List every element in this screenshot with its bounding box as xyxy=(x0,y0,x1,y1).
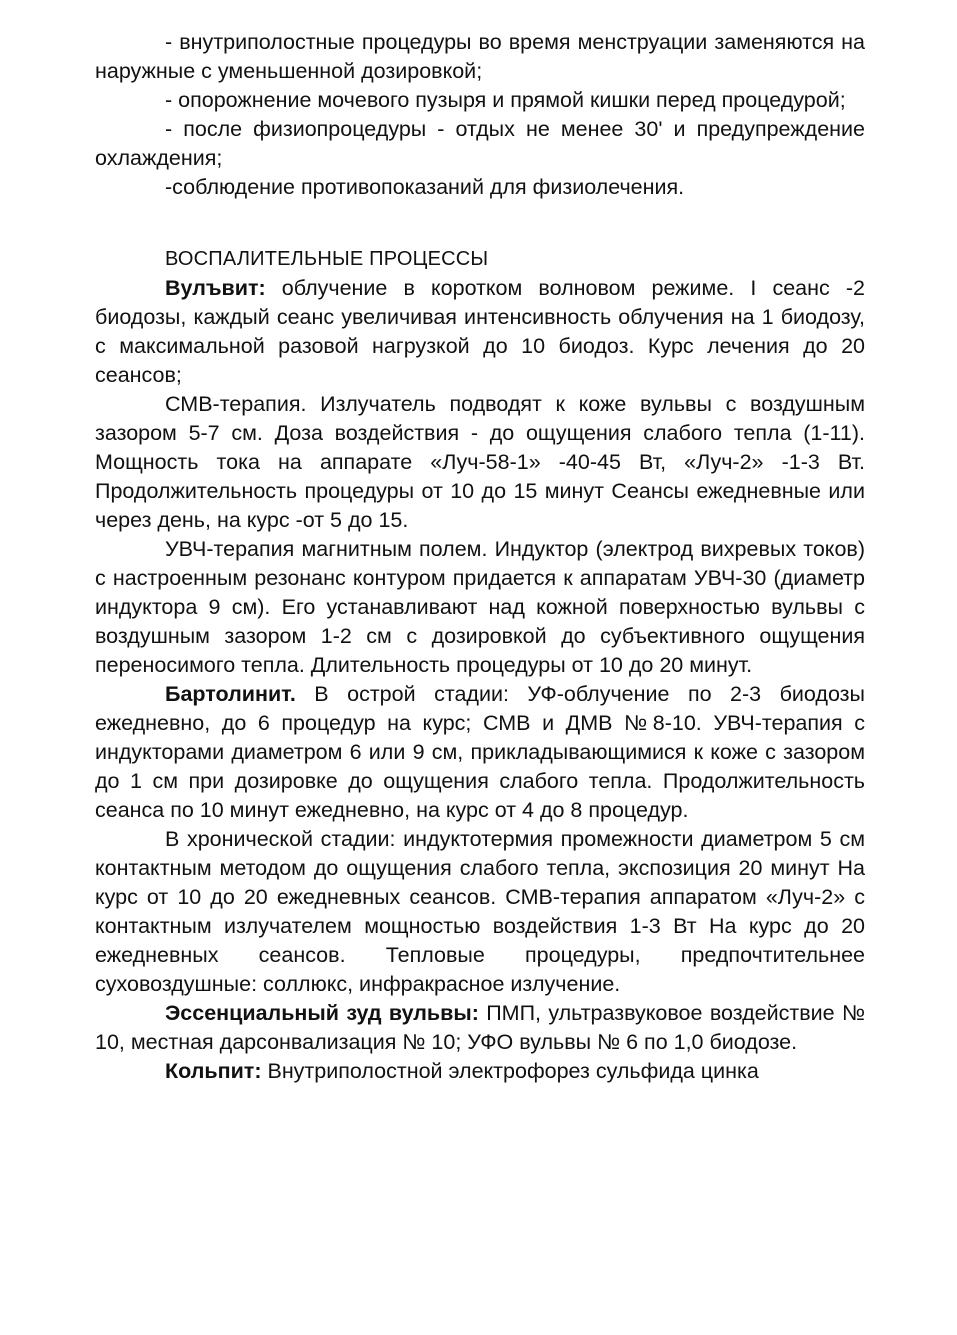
colpitis-term: Кольпит: xyxy=(165,1059,262,1083)
precaution-item: - опорожнение мочевого пузыря и прямой кишки перед процедурой; xyxy=(165,88,846,112)
vulvitis-paragraph xyxy=(95,274,865,390)
vulvitis-term: Вулъвит: xyxy=(165,276,266,300)
precaution-item: - внутриполостные процедуры во время менструации заменяются на наружные с уменьшенной дозировкой; xyxy=(95,30,865,83)
document-page xyxy=(95,28,865,1086)
precaution-item: -соблюдение противопоказаний для физиолечения. xyxy=(165,175,685,199)
bartholinitis-chronic-paragraph: В хронической стадии: индуктотермия промежности диаметром 5 см контактным методом до ощущения слабого тепла, экспозиция 20 минут На курс от 10 до 20 ежедневных сеансов. СМВ-терапия аппаратом «Луч-2» с контактным излучателем мощностью воздействия 1-3 Вт На курс до 20 ежедневных сеансов. Тепловые процедуры, предпочтительнее суховоздушные: соллюкс, инфракрасное излучение. xyxy=(95,827,865,996)
bartholinitis-paragraph xyxy=(95,680,865,825)
vulvitis-smv-paragraph: СМВ-терапия. Излучатель подводят к коже вульвы с воздушным зазором 5-7 см. Доза воздействия - до ощущения слабого тепла (1-11). Мощность тока на аппарате «Луч-58-1» -40-45 Вт, «Луч-2» -1-3 Вт. Продолжительность процедуры от 10 до 15 минут Сеансы ежедневные или через день, на курс -от 5 до 15. xyxy=(95,392,865,532)
precaution-item: - после физиопроцедуры - отдых не менее 30' и предупреждение охлаждения; xyxy=(95,117,865,170)
colpitis-text: Внутриполостной электрофорез сульфида цинка xyxy=(261,1059,759,1083)
bartholinitis-term: Бартолинит. xyxy=(165,682,296,706)
bartholinitis-text: В острой стадии: УФ-облучение по 2-3 биодозы ежедневно, до 6 процедур на курс; СМВ и ДМВ №8-10. УВЧ-терапия с индукторами диаметром 6 или 9 см, прикладывающимися к коже с зазором до 1 см при дозировке до ощущения слабого тепла. Продолжительность сеанса по 10 минут ежедневно, на курс от 4 до 8 процедур. xyxy=(95,682,865,822)
pruritus-term: Эссенциальный зуд вульвы: xyxy=(165,1001,479,1025)
pruritus-paragraph xyxy=(95,999,865,1057)
colpitis-paragraph xyxy=(95,1057,865,1086)
pruritus-text: ПМП, ультразвуковое воздействие № 10, местная дарсонвализация № 10; УФО вульвы № 6 по 1,0 биодозе. xyxy=(95,1001,866,1054)
section-heading: ВОСПАЛИТЕЛЬНЫЕ ПРОЦЕССЫ xyxy=(165,248,489,270)
vulvitis-text: облучение в коротком волновом режиме. I сеанс -2 биодозы, каждый сеанс увеличивая интенсивность облучения на 1 биодозу, с максимальной разовой нагрузкой до 10 биодоз. Курс лечения до 20 сеансов; xyxy=(95,276,865,387)
vulvitis-uhf-paragraph: УВЧ-терапия магнитным полем. Индуктор (электрод вихревых токов) с настроенным резонанс контуром придается к аппаратам УВЧ-30 (диаметр индуктора 9 см). Его устанавливают над кожной поверхностью вульвы с воздушным зазором 1-2 см с дозировкой до субъективного ощущения переносимого тепла. Длительность процедуры от 10 до 20 минут. xyxy=(95,537,865,677)
